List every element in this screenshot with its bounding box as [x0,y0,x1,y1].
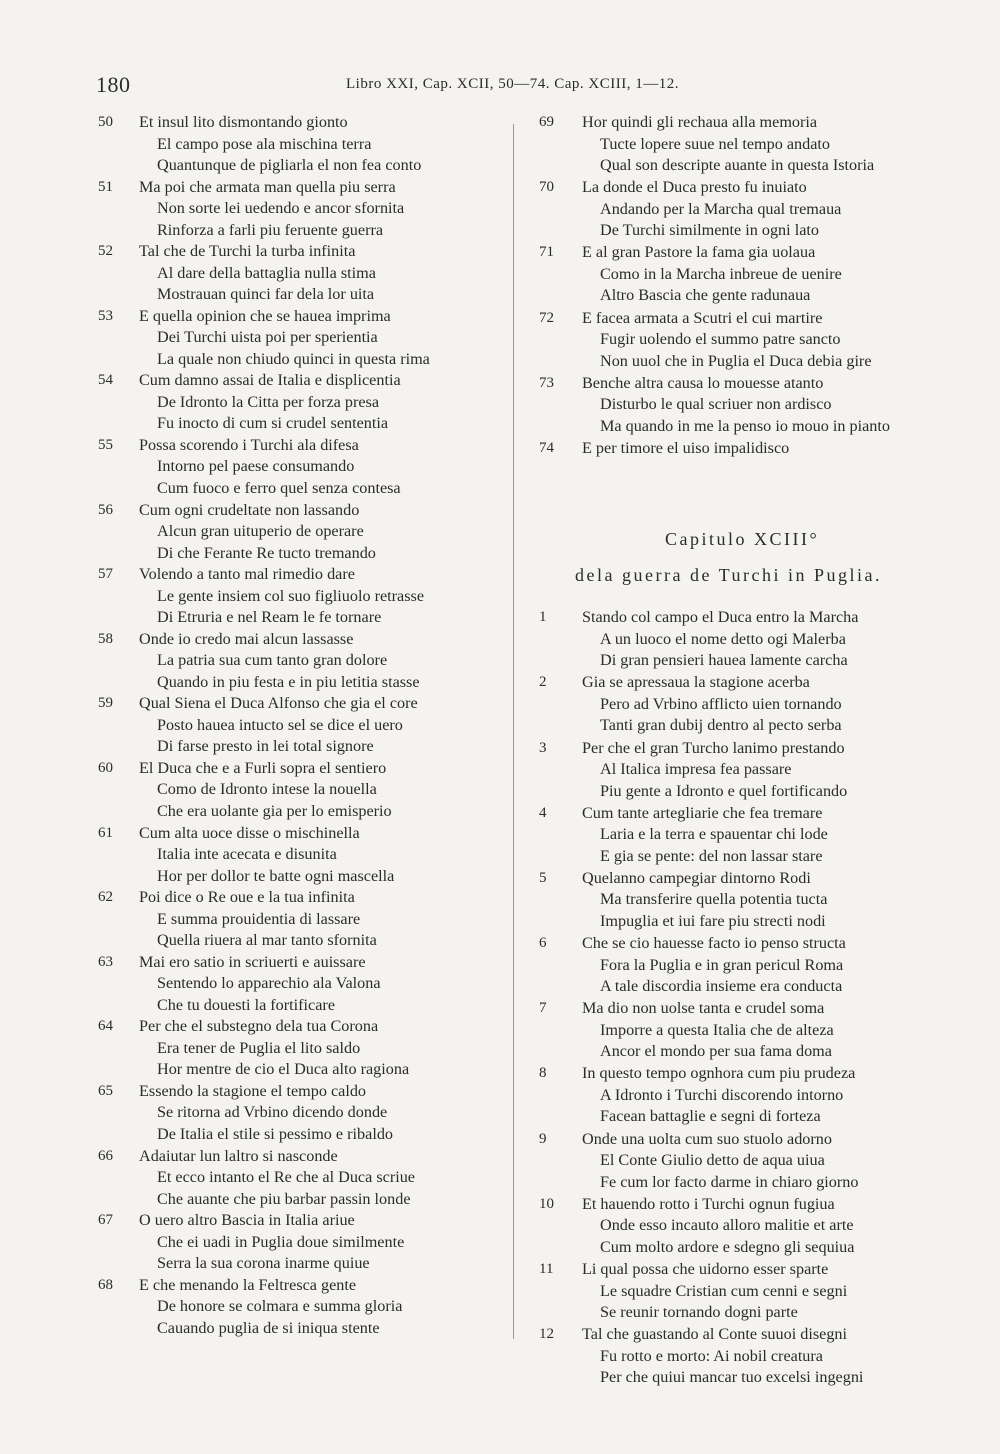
verse-line: Quando in piu festa e in piu letitia stasse [157,672,420,691]
verse-line: Disturbo le qual scriuer non ardisco [600,395,832,414]
verse-line: Ma poi che armata man quella piu serra [139,177,396,196]
verse-line: Et insul lito dismontando gionto [139,113,348,131]
column-divider [513,124,514,1339]
verse-line: Cum tante artegliarie che fea tremare [582,803,823,822]
verse-line: E summa prouidentia di lassare [157,909,361,928]
verse-line: Ancor el mondo per sua fama doma [600,1042,832,1061]
verse-line: Poi dice o Re oue e la tua infinita [139,888,355,907]
verse-line: Laria e la terra e spauentar chi lode [600,825,828,844]
stanza [525,998,965,1063]
verse-line: El campo pose ala mischina terra [157,134,372,153]
verse-line: Qual son descripte auante in questa Istoria [600,156,875,174]
stanza [78,693,508,758]
verse-line: E facea armata a Scutri el cui martire [582,308,823,327]
stanza-number: 1 [539,609,547,626]
stanza-number: 56 [98,501,113,518]
verse-line: Fe cum lor facto darme in chiaro giorno [600,1172,859,1191]
verse-line: Per che quiui mancar tuo excelsi ingegni [600,1368,864,1387]
verse-line: Per che el substegno dela tua Corona [139,1017,379,1036]
right-column [525,112,965,1389]
verse-line: El Conte Giulio detto de aqua uiua [600,1151,825,1170]
stanza-number: 65 [98,1082,113,1099]
stanza [78,758,508,823]
verse-line: De honore se colmara e summa gloria [157,1297,403,1316]
verse-line: Hor per dollor te batte ogni mascella [157,866,395,885]
verse-line: Altro Bascia che gente radunaua [600,286,811,305]
verse-line: In questo tempo ognhora cum piu prudeza [582,1064,856,1083]
stanza-number: 50 [98,114,113,130]
verse-line: Ma transferire quella potentia tucta [600,890,828,909]
verse-line: Non uuol che in Puglia el Duca debia gire [600,351,872,370]
chapter-heading [525,503,965,607]
verse-line: Cauando puglia de si iniqua stente [157,1318,380,1337]
verse-line: Serra la sua corona inarme quiue [157,1254,370,1273]
verse-line: Et ecco intanto el Re che al Duca scriue [157,1168,415,1186]
stanza-number: 55 [98,436,113,453]
verse-line: Mostrauan quinci far dela lor uita [157,285,375,304]
verse-line: Per che el gran Turcho lanimo prestando [582,738,845,757]
verse-line: La patria sua cum tanto gran dolore [157,651,388,670]
verse-line: Hor mentre de cio el Duca alto ragiona [157,1060,410,1079]
page-header [96,72,904,96]
verse-line: O uero altro Bascia in Italia ariue [139,1211,355,1230]
verse-line: Li qual possa che uidorno esser sparte [582,1260,829,1278]
verse-line: Fu rotto e morto: Ai nobil creatura [600,1346,823,1365]
verse-line: Rinforza a farli piu feruente guerra [157,220,384,239]
stanza [78,564,508,629]
stanza [525,1063,965,1128]
verse-line: Essendo la stagione el tempo caldo [139,1081,367,1100]
verse-line: A un luoco el nome detto ogi Malerba [600,629,846,648]
stanza [525,672,965,737]
stanza [78,306,508,371]
verse-line: Stando col campo el Duca entro la Marcha [582,608,859,627]
stanza-number: 5 [539,869,547,886]
stanza-number: 64 [98,1018,113,1035]
verse-line: Onde io credo mai alcun lassasse [139,629,354,648]
verse-line: Di gran pensieri hauea lamente carcha [600,651,848,670]
verse-line: Sentendo lo apparechio ala Valona [157,974,381,993]
verse-line: Di Etruria e nel Ream le fe tornare [157,608,382,627]
stanza [525,933,965,998]
verse-line: Cum alta uoce disse o mischinella [139,823,360,842]
stanza [525,242,965,307]
verse-line: Ma quando in me la penso io mouo in pianto [600,416,890,435]
verse-line: Se ritorna ad Vrbino dicendo donde [157,1103,388,1122]
verse-line: Et hauendo rotto i Turchi ognun fugiua [582,1194,835,1213]
verse-line: Di farse presto in lei total signore [157,737,374,756]
stanza [78,887,508,952]
stanza-number: 74 [539,439,554,456]
stanza-number: 7 [539,1000,547,1017]
verse-line: Como in la Marcha inbreue de uenire [600,264,842,283]
verse-line: Che auante che piu barbar passin londe [157,1189,411,1208]
verse-line: Adaiutar lun laltro si nasconde [139,1146,338,1165]
verse-line: Mai ero satio in scriuerti e auissare [139,952,366,971]
verse-line: Italia inte acecata e disunita [157,845,337,864]
verse-line: A Idronto i Turchi discorendo intorno [600,1085,844,1104]
stanza [525,438,965,503]
verse-line: Gia se apressaua la stagione acerba [582,673,810,692]
verse-line: Qual Siena el Duca Alfonso che gia el core [139,694,418,713]
stanza-number: 68 [98,1276,113,1293]
stanza-number: 6 [539,935,547,952]
verse-line: Intorno pel paese consumando [157,457,355,476]
verse-line: Non sorte lei uedendo e ancor sfornita [157,199,405,218]
stanza-number: 57 [98,566,113,583]
stanza [78,952,508,1017]
stanza [78,241,508,306]
verse-line: Pero ad Vrbino afflicto uien tornando [600,694,842,713]
left-column [78,112,508,1339]
verse-line: Cum molto ardore e sdegno gli sequiua [600,1237,855,1256]
verse-line: Le gente insiem col suo figliuolo retrasse [157,586,425,605]
verse-line: Impuglia et iui fare piu strecti nodi [600,911,826,930]
stanza-number: 69 [539,114,554,130]
verse-line: Era tener de Puglia el lito saldo [157,1038,361,1057]
verse-line: Che tu douesti la fortificare [157,995,335,1014]
verse-line: Cum damno assai de Italia e displicentia [139,371,401,390]
stanza [78,1081,508,1146]
verse-line: Fu inocto di cum si crudel sententia [157,414,389,433]
verse-line: Quantunque de pigliarla el non fea conto [157,156,422,174]
verse-line: Cum ogni crudeltate non lassando [139,500,360,519]
stanza-number: 67 [98,1212,113,1229]
stanza-number: 8 [539,1065,547,1082]
verse-line: El Duca che e a Furli sopra el sentiero [139,758,387,777]
verse-line: La quale non chiudo quinci in questa rima [157,349,430,368]
stanza [525,112,965,177]
stanza-number: 11 [539,1261,554,1277]
stanza-number: 71 [539,244,554,261]
stanza-number: 66 [98,1147,113,1164]
stanza-number: 60 [98,759,113,776]
verse-line: Onde esso incauto alloro malitie et arte [600,1216,854,1235]
verse-line: Tanti gran dubij dentro al pecto serba [600,716,842,735]
verse-line: E per timore el uiso impalidisco [582,438,790,457]
verse-line: Al dare della battaglia nulla stima [157,263,376,282]
stanza [78,1210,508,1275]
stanza-number: 59 [98,695,113,712]
verse-line: Fora la Puglia e in gran pericul Roma [600,955,844,974]
verse-line: Quelanno campegiar dintorno Rodi [582,868,811,887]
chapter-title: Capitulo XCIII° [665,529,820,550]
stanza-number: 58 [98,630,113,647]
verse-line: Volendo a tanto mal rimedio dare [139,565,355,584]
verse-line: Onde una uolta cum suo stuolo adorno [582,1129,832,1148]
verse-line: La donde el Duca presto fu inuiato [582,178,807,197]
verse-line: Imporre a questa Italia che de alteza [600,1020,834,1039]
verse-line: Piu gente a Idronto e quel fortificando [600,781,848,800]
verse-line: Al Italica impresa fea passare [600,760,792,778]
verse-line: Ma dio non uolse tanta e crudel soma [582,999,825,1018]
stanza [78,435,508,500]
verse-line: Como de Idronto intese la nouella [157,780,377,799]
stanza [78,112,508,177]
verse-line: Quella riuera al mar tanto sfornita [157,931,377,950]
stanza-number: 72 [539,309,554,326]
chapter-subtitle: dela guerra de Turchi in Puglia. [575,565,882,586]
verse-line: Che ei uadi in Puglia doue similmente [157,1232,405,1251]
running-head: Libro XXI, Cap. XCII, 50—74. Cap. XCIII, 1—12. [346,76,679,92]
verse-line: Hor quindi gli rechaua alla memoria [582,113,818,131]
stanza [525,607,965,672]
verse-line: De Idronto la Citta per forza presa [157,392,380,411]
stanza [525,1259,965,1324]
verse-line: A tale discordia insieme era conducta [600,977,843,996]
verse-line: De Italia el stile si pessimo e ribaldo [157,1124,394,1143]
verse-line: E che menando la Feltresca gente [139,1275,357,1294]
stanza-number: 62 [98,889,113,906]
stanza [78,823,508,888]
stanza [78,177,508,242]
verse-line: Tal che de Turchi la turba infinita [139,242,356,261]
verse-line: Possa scorendo i Turchi ala difesa [139,435,359,454]
stanza [78,1016,508,1081]
stanza-number: 54 [98,372,113,389]
stanza-number: 70 [539,179,554,196]
stanza [525,1129,965,1194]
stanza-number: 73 [539,374,554,391]
verse-line: E quella opinion che se hauea imprima [139,306,391,325]
stanza-number: 9 [539,1130,547,1147]
stanza-number: 53 [98,307,113,324]
verse-line: Andando per la Marcha qual tremaua [600,199,842,218]
stanza [525,1194,965,1259]
stanza [78,370,508,435]
stanza [525,177,965,242]
stanza [525,1324,965,1389]
stanza-number: 3 [539,739,547,756]
stanza [525,308,965,373]
verse-line: Se reunir tornando dogni parte [600,1303,798,1321]
stanza [525,868,965,933]
verse-line: Cum fuoco e ferro quel senza contesa [157,478,401,497]
verse-line: Posto hauea intucto sel se dice el uero [157,715,403,734]
verse-line: Tal che guastando al Conte suuoi disegni [582,1325,848,1344]
verse-line: Benche altra causa lo mouesse atanto [582,373,824,392]
stanza [525,373,965,438]
verse-line: Le squadre Cristian cum cenni e segni [600,1281,848,1300]
verse-line: Di che Ferante Re tucto tremando [157,543,376,562]
verse-line: E al gran Pastore la fama gia uolaua [582,243,816,262]
stanza [525,803,965,868]
stanza-number: 4 [539,804,547,821]
stanza [525,738,965,803]
right-column-stanzas-bottom [525,607,965,1389]
stanza-number: 51 [98,178,113,195]
right-column-stanzas-top [525,112,965,503]
stanza [78,1146,508,1211]
verse-line: Fugir uolendo el summo patre sancto [600,330,841,349]
verse-line: Alcun gran uituperio de operare [157,522,364,541]
stanza-number: 12 [539,1326,554,1343]
stanza-number: 61 [98,824,113,841]
stanza [78,500,508,565]
verse-line: De Turchi similmente in ogni lato [600,221,819,240]
stanza-number: 63 [98,953,113,970]
verse-line: Facean battaglie e segni di forteza [600,1107,821,1126]
verse-line: Tucte lopere suue nel tempo andato [600,134,831,153]
stanza [78,629,508,694]
stanza [78,1275,508,1340]
stanza-number: 10 [539,1195,554,1212]
stanza-number: 52 [98,243,113,260]
verse-line: E gia se pente: del non lassar stare [600,846,823,865]
page-number: 180 [96,72,131,97]
stanza-number: 2 [539,674,547,691]
verse-line: Che se cio hauesse facto io penso structa [582,934,846,953]
verse-line: Che era uolante gia per lo emisperio [157,801,392,820]
verse-line: Dei Turchi uista poi per sperientia [157,328,378,347]
